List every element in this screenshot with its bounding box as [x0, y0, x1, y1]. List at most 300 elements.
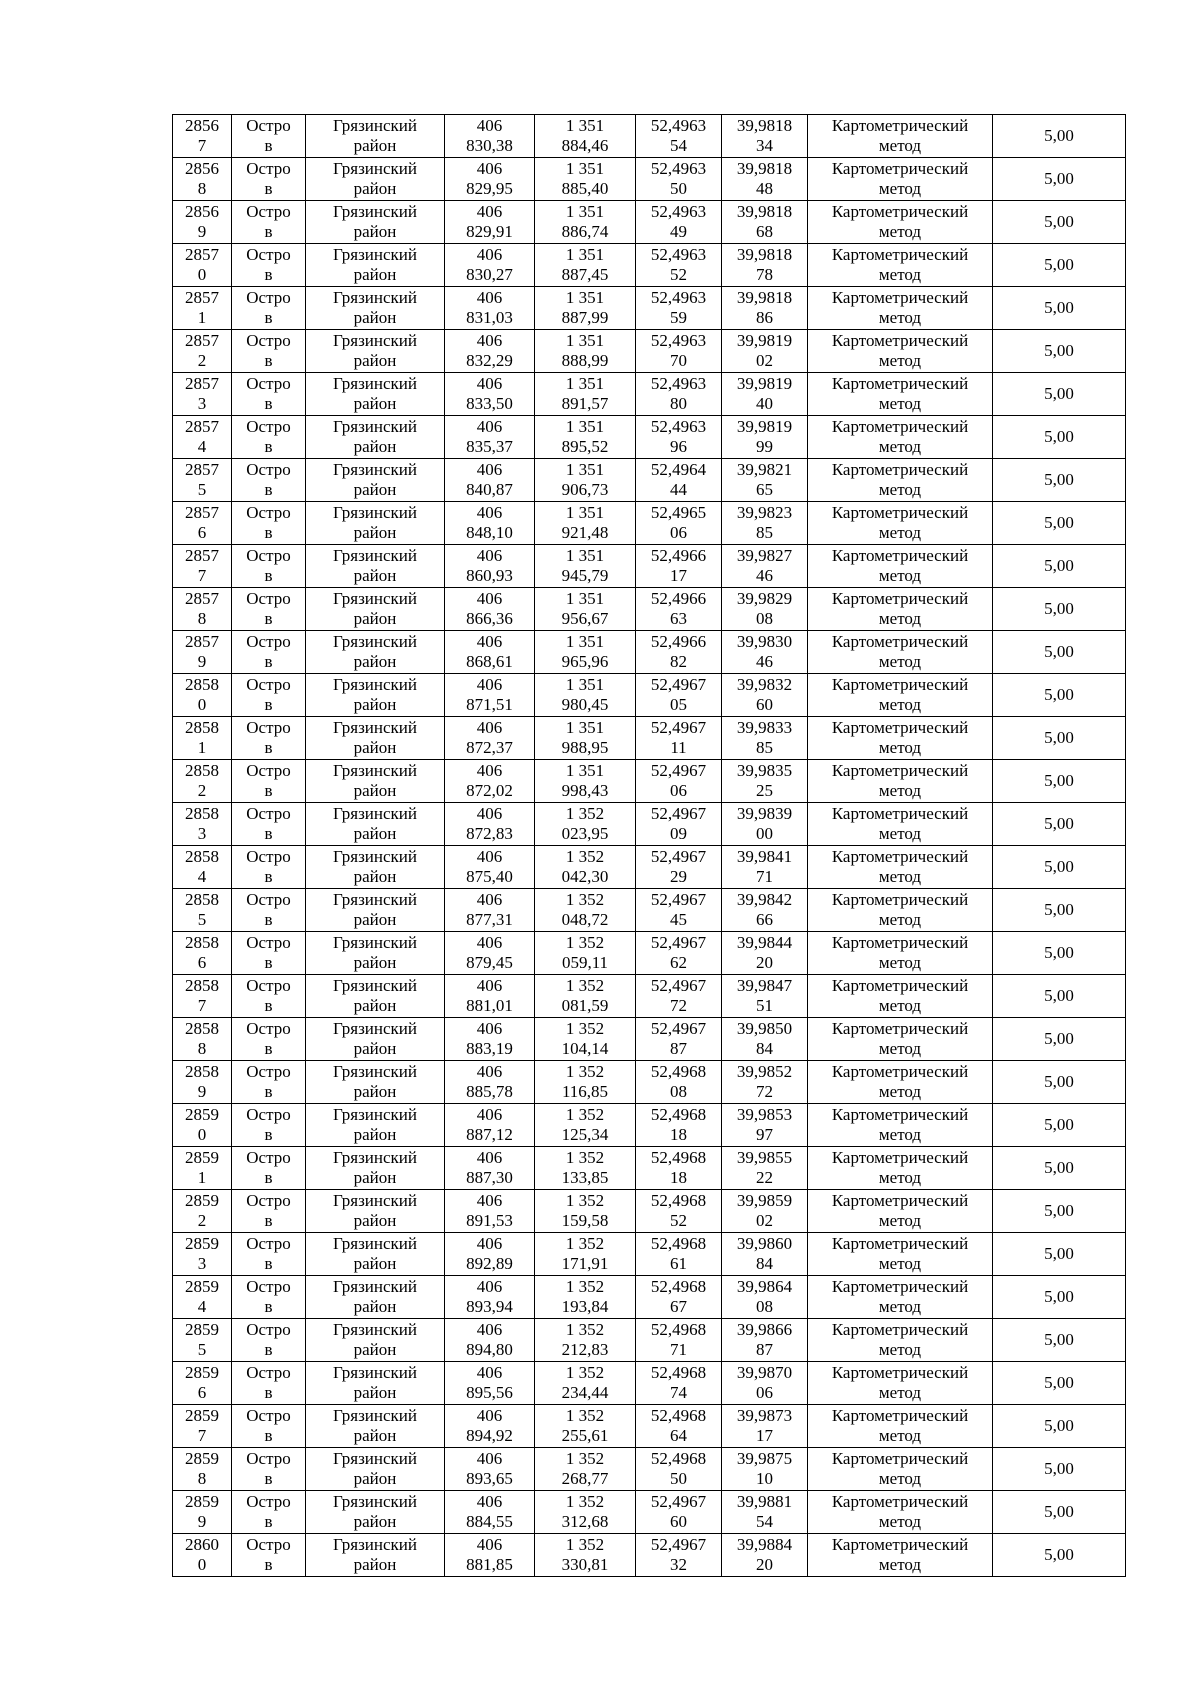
- locality-cell-line: в: [264, 1297, 273, 1316]
- accuracy-cell: 5,00: [993, 244, 1126, 287]
- locality-cell-line: в: [264, 1039, 273, 1058]
- y-coordinate-cell-line: 1 352: [565, 1277, 605, 1296]
- latitude-cell: [636, 244, 722, 287]
- district-cell: [306, 115, 445, 158]
- x-coordinate-cell-line: 840,87: [466, 480, 513, 499]
- latitude-cell-line: 17: [670, 566, 687, 585]
- x-coordinate-cell: [445, 1319, 535, 1362]
- longitude-cell-line: 39,9866: [736, 1320, 793, 1339]
- table-row: [173, 932, 1126, 975]
- point-number-cell: [173, 1190, 232, 1233]
- locality-cell-line: в: [264, 437, 273, 456]
- x-coordinate-cell-line: 877,31: [466, 910, 513, 929]
- point-number-cell: [173, 287, 232, 330]
- latitude-cell-line: 52,4963: [650, 159, 707, 178]
- x-coordinate-cell-line: 860,93: [466, 566, 513, 585]
- latitude-cell-line: 52,4963: [650, 288, 707, 307]
- x-coordinate-cell-line: 406: [476, 202, 503, 221]
- latitude-cell-line: 52,4963: [650, 374, 707, 393]
- latitude-cell-line: 62: [670, 953, 687, 972]
- locality-cell-line: Остро: [246, 804, 291, 823]
- table-row: [173, 1448, 1126, 1491]
- longitude-cell-line: 20: [756, 953, 773, 972]
- longitude-cell-line: 17: [756, 1426, 773, 1445]
- point-number-cell: [173, 115, 232, 158]
- x-coordinate-cell-line: 894,92: [466, 1426, 513, 1445]
- district-cell-line: район: [353, 265, 397, 284]
- locality-cell-line: Остро: [246, 331, 291, 350]
- latitude-cell-line: 52,4967: [650, 847, 707, 866]
- method-cell-line: Картометрический: [831, 1019, 969, 1038]
- latitude-cell: [636, 975, 722, 1018]
- y-coordinate-cell-line: 906,73: [561, 480, 609, 499]
- accuracy-cell: 5,00: [993, 803, 1126, 846]
- point-number-cell: [173, 846, 232, 889]
- y-coordinate-cell: [535, 1491, 636, 1534]
- method-cell-line: метод: [878, 781, 922, 800]
- table-row: [173, 1319, 1126, 1362]
- method-cell: [808, 244, 993, 287]
- district-cell-line: район: [353, 867, 397, 886]
- x-coordinate-cell-line: 872,37: [466, 738, 513, 757]
- locality-cell: [232, 846, 306, 889]
- method-cell-line: Картометрический: [831, 546, 969, 565]
- x-coordinate-cell-line: 406: [476, 1191, 503, 1210]
- locality-cell: [232, 416, 306, 459]
- x-coordinate-cell-line: 406: [476, 933, 503, 952]
- district-cell-line: Грязинский: [333, 417, 417, 436]
- method-cell: [808, 889, 993, 932]
- y-coordinate-cell-line: 159,58: [561, 1211, 609, 1230]
- x-coordinate-cell-line: 891,53: [466, 1211, 513, 1230]
- latitude-cell: [636, 1147, 722, 1190]
- district-cell-line: Грязинский: [333, 589, 417, 608]
- latitude-cell: [636, 1190, 722, 1233]
- latitude-cell-line: 52,4966: [650, 546, 707, 565]
- longitude-cell: [722, 889, 808, 932]
- latitude-cell-line: 52,4967: [650, 976, 707, 995]
- district-cell-line: район: [353, 394, 397, 413]
- accuracy-cell: 5,00: [993, 1448, 1126, 1491]
- method-cell-line: метод: [878, 566, 922, 585]
- locality-cell-line: Остро: [246, 761, 291, 780]
- table-row: [173, 1491, 1126, 1534]
- district-cell-line: район: [353, 609, 397, 628]
- locality-cell-line: Остро: [246, 1363, 291, 1382]
- longitude-cell: [722, 502, 808, 545]
- locality-cell: [232, 975, 306, 1018]
- latitude-cell-line: 52,4968: [650, 1320, 707, 1339]
- point-number-cell: [173, 330, 232, 373]
- y-coordinate-cell-line: 921,48: [561, 523, 609, 542]
- method-cell-line: Картометрический: [831, 1320, 969, 1339]
- latitude-cell-line: 87: [670, 1039, 687, 1058]
- y-coordinate-cell-line: 888,99: [561, 351, 609, 370]
- longitude-cell-line: 60: [756, 695, 773, 714]
- x-coordinate-cell: [445, 1448, 535, 1491]
- x-coordinate-cell-line: 868,61: [466, 652, 513, 671]
- point-number-cell: [173, 158, 232, 201]
- x-coordinate-cell: [445, 416, 535, 459]
- longitude-cell-line: 02: [756, 1211, 773, 1230]
- latitude-cell: [636, 760, 722, 803]
- district-cell: [306, 244, 445, 287]
- longitude-cell: [722, 1319, 808, 1362]
- district-cell-line: Грязинский: [333, 116, 417, 135]
- locality-cell-line: в: [264, 566, 273, 585]
- latitude-cell-line: 64: [670, 1426, 687, 1445]
- y-coordinate-cell-line: 125,34: [561, 1125, 609, 1144]
- method-cell-line: Картометрический: [831, 1062, 969, 1081]
- table-row: [173, 760, 1126, 803]
- method-cell: [808, 760, 993, 803]
- point-number-cell-line: 9: [197, 652, 207, 671]
- district-cell-line: Грязинский: [333, 1019, 417, 1038]
- locality-cell: [232, 1534, 306, 1577]
- method-cell: [808, 545, 993, 588]
- locality-cell: [232, 1405, 306, 1448]
- district-cell-line: Грязинский: [333, 718, 417, 737]
- method-cell-line: метод: [878, 1082, 922, 1101]
- method-cell-line: метод: [878, 1168, 922, 1187]
- latitude-cell: [636, 416, 722, 459]
- locality-cell-line: Остро: [246, 1535, 291, 1554]
- point-number-cell-line: 0: [197, 265, 207, 284]
- y-coordinate-cell-line: 059,11: [561, 953, 609, 972]
- table-row: [173, 1190, 1126, 1233]
- y-coordinate-cell-line: 1 351: [565, 245, 605, 264]
- district-cell-line: район: [353, 738, 397, 757]
- y-coordinate-cell-line: 1 351: [565, 331, 605, 350]
- latitude-cell-line: 74: [670, 1383, 687, 1402]
- district-cell-line: район: [353, 523, 397, 542]
- point-number-cell-line: 1: [197, 308, 207, 327]
- y-coordinate-cell-line: 1 352: [565, 847, 605, 866]
- x-coordinate-cell-line: 406: [476, 976, 503, 995]
- locality-cell-line: Остро: [246, 159, 291, 178]
- locality-cell-line: в: [264, 738, 273, 757]
- district-cell-line: Грязинский: [333, 976, 417, 995]
- point-number-cell-line: 2857: [185, 288, 219, 307]
- x-coordinate-cell-line: 406: [476, 632, 503, 651]
- y-coordinate-cell-line: 081,59: [561, 996, 609, 1015]
- point-number-cell-line: 2857: [185, 632, 219, 651]
- locality-cell: [232, 330, 306, 373]
- longitude-cell-line: 39,9870: [736, 1363, 793, 1382]
- method-cell-line: метод: [878, 265, 922, 284]
- method-cell-line: Картометрический: [831, 374, 969, 393]
- method-cell-line: метод: [878, 437, 922, 456]
- x-coordinate-cell: [445, 330, 535, 373]
- method-cell-line: метод: [878, 308, 922, 327]
- longitude-cell-line: 39,9852: [736, 1062, 793, 1081]
- point-number-cell-line: 2857: [185, 503, 219, 522]
- longitude-cell-line: 68: [756, 222, 773, 241]
- longitude-cell-line: 39,9835: [736, 761, 793, 780]
- x-coordinate-cell-line: 406: [476, 847, 503, 866]
- locality-cell: [232, 717, 306, 760]
- method-cell: [808, 416, 993, 459]
- district-cell-line: район: [353, 136, 397, 155]
- longitude-cell: [722, 416, 808, 459]
- locality-cell-line: в: [264, 1082, 273, 1101]
- point-number-cell-line: 2858: [185, 890, 219, 909]
- point-number-cell-line: 2856: [185, 159, 219, 178]
- latitude-cell: [636, 287, 722, 330]
- point-number-cell: [173, 1276, 232, 1319]
- latitude-cell: [636, 889, 722, 932]
- longitude-cell: [722, 373, 808, 416]
- locality-cell-line: в: [264, 996, 273, 1015]
- y-coordinate-cell-line: 1 352: [565, 1191, 605, 1210]
- longitude-cell-line: 39,9819: [736, 374, 793, 393]
- district-cell-line: район: [353, 222, 397, 241]
- method-cell-line: Картометрический: [831, 761, 969, 780]
- locality-cell-line: Остро: [246, 1148, 291, 1167]
- latitude-cell: [636, 1018, 722, 1061]
- table-row: [173, 115, 1126, 158]
- y-coordinate-cell: [535, 115, 636, 158]
- method-cell-line: метод: [878, 523, 922, 542]
- latitude-cell-line: 52,4967: [650, 761, 707, 780]
- x-coordinate-cell-line: 406: [476, 460, 503, 479]
- table-row: [173, 975, 1126, 1018]
- district-cell-line: район: [353, 1254, 397, 1273]
- district-cell: [306, 158, 445, 201]
- y-coordinate-cell-line: 268,77: [561, 1469, 609, 1488]
- latitude-cell-line: 52,4967: [650, 890, 707, 909]
- point-number-cell: [173, 1534, 232, 1577]
- method-cell-line: метод: [878, 1469, 922, 1488]
- x-coordinate-cell: [445, 287, 535, 330]
- latitude-cell-line: 72: [670, 996, 687, 1015]
- district-cell: [306, 846, 445, 889]
- y-coordinate-cell-line: 193,84: [561, 1297, 609, 1316]
- point-number-cell-line: 7: [197, 1426, 207, 1445]
- district-cell-line: район: [353, 996, 397, 1015]
- accuracy-cell: 5,00: [993, 158, 1126, 201]
- table-row: [173, 416, 1126, 459]
- y-coordinate-cell: [535, 889, 636, 932]
- x-coordinate-cell-line: 887,30: [466, 1168, 513, 1187]
- district-cell-line: Грязинский: [333, 288, 417, 307]
- locality-cell-line: Остро: [246, 374, 291, 393]
- longitude-cell-line: 84: [756, 1254, 773, 1273]
- x-coordinate-cell: [445, 1491, 535, 1534]
- point-number-cell-line: 2858: [185, 1062, 219, 1081]
- y-coordinate-cell: [535, 1147, 636, 1190]
- x-coordinate-cell-line: 866,36: [466, 609, 513, 628]
- y-coordinate-cell: [535, 803, 636, 846]
- latitude-cell-line: 18: [670, 1125, 687, 1144]
- method-cell-line: метод: [878, 1555, 922, 1574]
- latitude-cell: [636, 545, 722, 588]
- y-coordinate-cell-line: 885,40: [561, 179, 609, 198]
- method-cell-line: Картометрический: [831, 890, 969, 909]
- latitude-cell-line: 52,4965: [650, 503, 707, 522]
- longitude-cell: [722, 1534, 808, 1577]
- longitude-cell-line: 39,9839: [736, 804, 793, 823]
- longitude-cell: [722, 1018, 808, 1061]
- point-number-cell-line: 6: [197, 1383, 207, 1402]
- y-coordinate-cell-line: 1 352: [565, 1449, 605, 1468]
- locality-cell-line: Остро: [246, 1191, 291, 1210]
- method-cell-line: метод: [878, 652, 922, 671]
- latitude-cell-line: 52,4968: [650, 1234, 707, 1253]
- longitude-cell: [722, 1233, 808, 1276]
- district-cell-line: Грязинский: [333, 1449, 417, 1468]
- locality-cell-line: в: [264, 1555, 273, 1574]
- accuracy-cell: 5,00: [993, 416, 1126, 459]
- district-cell: [306, 1362, 445, 1405]
- table-row: [173, 545, 1126, 588]
- method-cell-line: Картометрический: [831, 1535, 969, 1554]
- district-cell: [306, 717, 445, 760]
- locality-cell-line: Остро: [246, 632, 291, 651]
- point-number-cell-line: 0: [197, 1125, 207, 1144]
- point-number-cell-line: 9: [197, 1082, 207, 1101]
- x-coordinate-cell: [445, 760, 535, 803]
- method-cell: [808, 803, 993, 846]
- district-cell-line: район: [353, 652, 397, 671]
- latitude-cell: [636, 717, 722, 760]
- district-cell-line: район: [353, 566, 397, 585]
- accuracy-cell: 5,00: [993, 502, 1126, 545]
- x-coordinate-cell-line: 406: [476, 718, 503, 737]
- locality-cell: [232, 459, 306, 502]
- district-cell-line: Грязинский: [333, 1363, 417, 1382]
- point-number-cell-line: 2858: [185, 761, 219, 780]
- method-cell-line: метод: [878, 136, 922, 155]
- y-coordinate-cell-line: 312,68: [561, 1512, 609, 1531]
- x-coordinate-cell-line: 883,19: [466, 1039, 513, 1058]
- x-coordinate-cell: [445, 889, 535, 932]
- longitude-cell-line: 06: [756, 1383, 773, 1402]
- method-cell-line: Картометрический: [831, 245, 969, 264]
- locality-cell: [232, 760, 306, 803]
- district-cell-line: Грязинский: [333, 546, 417, 565]
- y-coordinate-cell-line: 945,79: [561, 566, 609, 585]
- method-cell-line: Картометрический: [831, 632, 969, 651]
- locality-cell-line: Остро: [246, 460, 291, 479]
- y-coordinate-cell: [535, 1190, 636, 1233]
- y-coordinate-cell-line: 1 352: [565, 1320, 605, 1339]
- district-cell-line: район: [353, 1340, 397, 1359]
- latitude-cell-line: 32: [670, 1555, 687, 1574]
- longitude-cell-line: 39,9844: [736, 933, 793, 952]
- district-cell-line: район: [353, 910, 397, 929]
- point-number-cell-line: 2859: [185, 1320, 219, 1339]
- y-coordinate-cell-line: 048,72: [561, 910, 609, 929]
- locality-cell-line: в: [264, 652, 273, 671]
- method-cell: [808, 588, 993, 631]
- district-cell: [306, 1190, 445, 1233]
- longitude-cell-line: 39,9850: [736, 1019, 793, 1038]
- longitude-cell-line: 39,9864: [736, 1277, 793, 1296]
- longitude-cell: [722, 459, 808, 502]
- point-number-cell-line: 2860: [185, 1535, 219, 1554]
- coordinates-table: [172, 114, 1126, 1577]
- table-row: [173, 373, 1126, 416]
- method-cell-line: метод: [878, 394, 922, 413]
- method-cell: [808, 846, 993, 889]
- latitude-cell-line: 96: [670, 437, 687, 456]
- x-coordinate-cell-line: 406: [476, 374, 503, 393]
- locality-cell-line: Остро: [246, 1492, 291, 1511]
- method-cell-line: Картометрический: [831, 589, 969, 608]
- table-row: [173, 1534, 1126, 1577]
- point-number-cell: [173, 588, 232, 631]
- latitude-cell: [636, 1061, 722, 1104]
- latitude-cell: [636, 1104, 722, 1147]
- locality-cell: [232, 545, 306, 588]
- longitude-cell-line: 78: [756, 265, 773, 284]
- longitude-cell: [722, 932, 808, 975]
- district-cell: [306, 975, 445, 1018]
- point-number-cell-line: 2857: [185, 460, 219, 479]
- x-coordinate-cell: [445, 1190, 535, 1233]
- x-coordinate-cell-line: 406: [476, 1320, 503, 1339]
- district-cell: [306, 502, 445, 545]
- y-coordinate-cell-line: 116,85: [561, 1082, 609, 1101]
- method-cell-line: Картометрический: [831, 976, 969, 995]
- y-coordinate-cell-line: 1 352: [565, 1535, 605, 1554]
- table-row: [173, 631, 1126, 674]
- table-row: [173, 287, 1126, 330]
- x-coordinate-cell: [445, 1147, 535, 1190]
- x-coordinate-cell-line: 829,91: [466, 222, 513, 241]
- x-coordinate-cell-line: 831,03: [466, 308, 513, 327]
- y-coordinate-cell: [535, 459, 636, 502]
- longitude-cell: [722, 1491, 808, 1534]
- locality-cell-line: Остро: [246, 288, 291, 307]
- point-number-cell-line: 2859: [185, 1105, 219, 1124]
- y-coordinate-cell-line: 1 352: [565, 804, 605, 823]
- point-number-cell-line: 9: [197, 1512, 207, 1531]
- district-cell: [306, 1233, 445, 1276]
- longitude-cell-line: 39,9842: [736, 890, 793, 909]
- locality-cell-line: Остро: [246, 1406, 291, 1425]
- district-cell-line: Грязинский: [333, 503, 417, 522]
- point-number-cell-line: 5: [197, 910, 207, 929]
- method-cell: [808, 201, 993, 244]
- method-cell-line: Картометрический: [831, 1492, 969, 1511]
- method-cell: [808, 1534, 993, 1577]
- y-coordinate-cell-line: 1 352: [565, 933, 605, 952]
- point-number-cell-line: 4: [197, 867, 207, 886]
- y-coordinate-cell-line: 1 352: [565, 1406, 605, 1425]
- longitude-cell-line: 86: [756, 308, 773, 327]
- locality-cell: [232, 373, 306, 416]
- district-cell-line: район: [353, 1555, 397, 1574]
- latitude-cell-line: 52: [670, 265, 687, 284]
- y-coordinate-cell-line: 884,46: [561, 136, 609, 155]
- table-row: [173, 1104, 1126, 1147]
- locality-cell-line: в: [264, 781, 273, 800]
- longitude-cell-line: 39,9830: [736, 632, 793, 651]
- accuracy-cell: 5,00: [993, 1018, 1126, 1061]
- point-number-cell: [173, 1448, 232, 1491]
- latitude-cell-line: 08: [670, 1082, 687, 1101]
- locality-cell-line: Остро: [246, 116, 291, 135]
- longitude-cell-line: 39,9827: [736, 546, 793, 565]
- x-coordinate-cell: [445, 1018, 535, 1061]
- district-cell-line: район: [353, 1469, 397, 1488]
- x-coordinate-cell: [445, 1104, 535, 1147]
- y-coordinate-cell: [535, 201, 636, 244]
- latitude-cell-line: 54: [670, 136, 687, 155]
- latitude-cell: [636, 1405, 722, 1448]
